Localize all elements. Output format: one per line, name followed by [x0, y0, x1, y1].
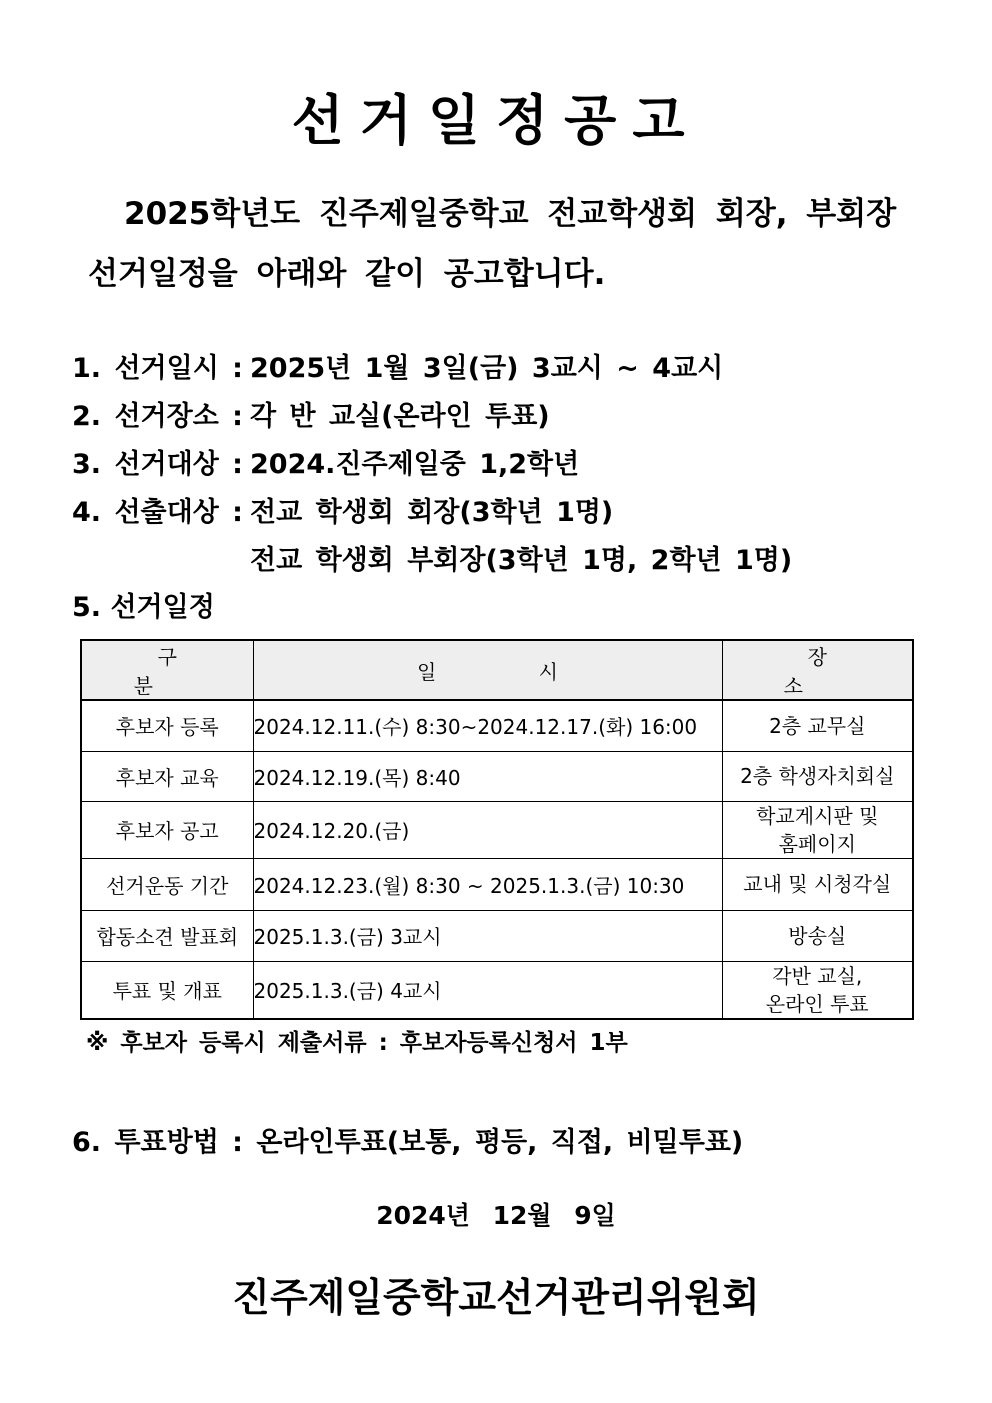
item-value: 전교 학생회 회장(3학년 1명) [250, 497, 614, 528]
cell-datetime: 2024.12.20.(금) [253, 801, 722, 858]
page-title: 선거일정공고 [291, 89, 701, 152]
cell-place: 2층 학생자치회실 [722, 751, 913, 801]
cell-datetime: 2025.1.3.(금) 4교시 [253, 961, 722, 1019]
cell-datetime: 2024.12.19.(목) 8:40 [253, 751, 722, 801]
item-label: 4. 선출대상 : [72, 497, 243, 528]
cell-datetime: 2024.12.23.(월) 8:30 ~ 2025.1.3.(금) 10:30 [253, 858, 722, 910]
cell-place: 각반 교실, 온라인 투표 [722, 961, 913, 1019]
item-value: 전교 학생회 부회장(3학년 1명, 2학년 1명) [250, 545, 793, 576]
header-datetime: 일 시 [253, 640, 722, 700]
item-election-positions [72, 490, 613, 529]
cell-datetime: 2025.1.3.(금) 3교시 [253, 910, 722, 961]
table-row [81, 858, 913, 910]
table-row [81, 700, 913, 751]
cell-category: 후보자 교육 [81, 751, 253, 801]
item-election-positions-cont [72, 538, 792, 577]
cell-category: 투표 및 개표 [81, 961, 253, 1019]
item-voting-method: 6. 투표방법 : 온라인투표(보통, 평등, 직접, 비밀투표) [72, 1127, 744, 1158]
item-label: 1. 선거일시 : [72, 353, 243, 384]
table-row [81, 751, 913, 801]
item-election-place [72, 394, 550, 433]
cell-category: 후보자 등록 [81, 700, 253, 751]
schedule-table [80, 639, 914, 1020]
cell-category: 합동소견 발표회 [81, 910, 253, 961]
organization-name: 진주제일중학교선거관리위원회 [232, 1276, 760, 1321]
cell-place: 2층 교무실 [722, 700, 913, 751]
table-header-row [81, 640, 913, 700]
announcement-date: 2024년 12월 9일 [376, 1201, 616, 1230]
cell-category: 선거운동 기간 [81, 858, 253, 910]
cell-datetime: 2024.12.11.(수) 8:30~2024.12.17.(화) 16:00 [253, 700, 722, 751]
item-label: 3. 선거대상 : [72, 449, 243, 480]
cell-place: 교내 및 시청각실 [722, 858, 913, 910]
cell-place: 방송실 [722, 910, 913, 961]
table-row [81, 961, 913, 1019]
cell-category: 후보자 공고 [81, 801, 253, 858]
intro-line-2: 선거일정을 아래와 같이 공고합니다. [88, 256, 606, 292]
header-category: 구 분 [81, 640, 253, 700]
item-label: 2. 선거장소 : [72, 401, 243, 432]
header-place: 장 소 [722, 640, 913, 700]
submission-note: ※ 후보자 등록시 제출서류 : 후보자등록신청서 1부 [86, 1030, 628, 1056]
item-schedule-heading: 5. 선거일정 [72, 592, 215, 623]
item-value: 2024.진주제일중 1,2학년 [250, 449, 580, 480]
cell-place: 학교게시판 및 홈페이지 [722, 801, 913, 858]
item-election-datetime [72, 346, 723, 385]
item-election-voters [72, 442, 579, 481]
table-row [81, 910, 913, 961]
item-value: 2025년 1월 3일(금) 3교시 ~ 4교시 [250, 353, 724, 384]
intro-line-1: 2025학년도 진주제일중학교 전교학생회 회장, 부회장 [124, 196, 897, 232]
item-value: 각 반 교실(온라인 투표) [250, 401, 550, 432]
table-row [81, 801, 913, 858]
